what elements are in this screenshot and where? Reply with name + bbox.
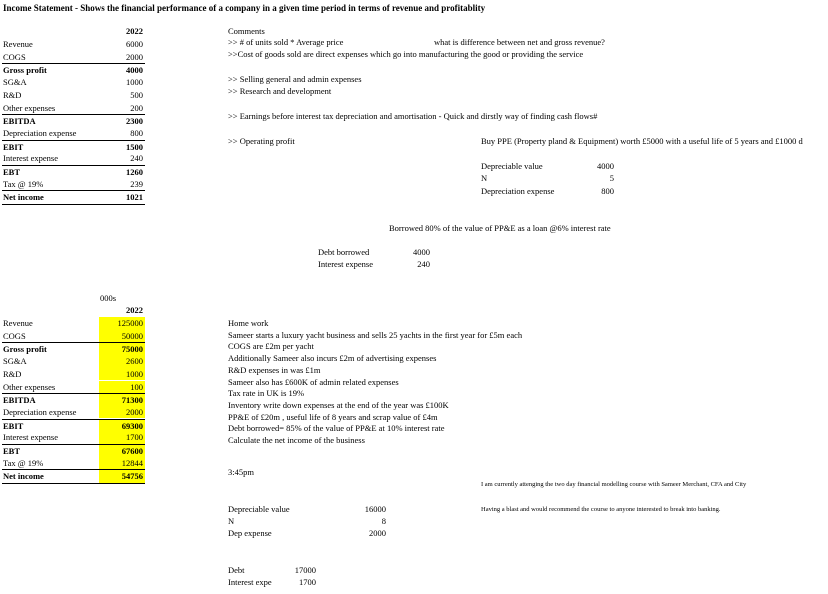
row-label[interactable]: R&D [3, 368, 22, 379]
row-label[interactable]: COGS [3, 330, 26, 341]
statement-row [2, 63, 145, 77]
row-label[interactable]: Depreciation expense [3, 127, 77, 138]
row-value[interactable]: 1021 [126, 192, 143, 203]
comment-cogs[interactable]: >>Cost of goods sold are direct expenses which go into manufacturing the good or providing the service [228, 49, 584, 59]
hw-n-label[interactable]: N [228, 516, 235, 526]
row-value[interactable]: 239 [130, 178, 143, 189]
income-statement-homework [2, 305, 145, 482]
homework-line[interactable]: COGS are £2m per yacht [228, 341, 314, 352]
statement-row [2, 89, 145, 102]
statement-row [2, 457, 145, 470]
row-label[interactable]: EBIT [3, 420, 24, 431]
year-header[interactable]: 2022 [126, 305, 143, 315]
row-value[interactable]: 100 [99, 381, 145, 394]
statement-row [2, 381, 145, 394]
row-value[interactable]: 54756 [99, 470, 145, 483]
statement-row [2, 38, 145, 51]
hw-depreciable-value[interactable]: 16000 [364, 504, 386, 514]
statement-row [2, 178, 145, 191]
statement-row [2, 342, 145, 356]
row-value[interactable]: 71300 [99, 394, 145, 407]
homework-line[interactable]: Tax rate in UK is 19% [228, 388, 305, 399]
row-value[interactable]: 800 [130, 127, 143, 138]
row-label[interactable]: Revenue [3, 318, 33, 328]
row-label[interactable]: EBITDA [3, 395, 36, 406]
row-label[interactable]: Net income [3, 192, 44, 203]
statement-row [2, 431, 145, 444]
row-value[interactable]: 2300 [126, 116, 143, 127]
debt-borrowed-value[interactable]: 4000 [413, 247, 430, 257]
row-label[interactable]: Depreciation expense [3, 406, 77, 417]
statement-row [2, 419, 145, 433]
row-label[interactable]: Tax @ 19% [3, 178, 44, 189]
depreciable-value[interactable]: 4000 [597, 161, 614, 171]
row-value[interactable]: 69300 [99, 420, 145, 433]
row-value[interactable]: 50000 [99, 330, 145, 343]
row-label[interactable]: EBITDA [3, 116, 36, 127]
interest-expense-value[interactable]: 240 [417, 259, 430, 269]
hw-dep-expense-label[interactable]: Dep expense [228, 528, 272, 538]
statement-row [2, 444, 145, 458]
statement-row [2, 469, 145, 484]
row-label[interactable]: R&D [3, 89, 22, 100]
statement-row [2, 127, 145, 140]
statement-row [2, 406, 145, 419]
row-label[interactable]: Gross profit [3, 344, 47, 355]
homework-line[interactable]: Debt borrowed= 85% of the value of PP&E at 10% interest rate [228, 423, 445, 434]
row-label[interactable]: Other expenses [3, 381, 56, 392]
row-value[interactable]: 240 [130, 153, 143, 164]
row-label[interactable]: Revenue [3, 39, 33, 49]
row-value[interactable]: 1000 [99, 368, 145, 381]
row-value[interactable]: 1500 [126, 141, 143, 152]
homework-line[interactable]: Inventory write down expenses at the end of the year was £100K [228, 399, 449, 410]
n-label[interactable]: N [481, 173, 488, 183]
course-note[interactable]: I am currently attenging the two day financial modelling course with Sameer Merchant, CFA and City [481, 481, 747, 488]
statement-row [2, 76, 145, 89]
homework-line[interactable]: Sameer starts a luxury yacht business and sells 25 yachts in the first year for £5m each [228, 329, 523, 340]
debt-borrowed-label[interactable]: Debt borrowed [318, 247, 370, 257]
interest-expense-label[interactable]: Interest expense [318, 259, 373, 269]
row-value[interactable]: 1000 [126, 77, 143, 88]
row-value[interactable]: 12844 [99, 457, 145, 470]
hw-interest-value[interactable]: 1700 [299, 577, 316, 587]
row-label[interactable]: Gross profit [3, 65, 47, 76]
row-value[interactable]: 1260 [126, 167, 143, 177]
statement-row [2, 355, 145, 368]
row-label[interactable]: SG&A [3, 356, 27, 367]
loan-note[interactable]: Borrowed 80% of the value of PP&E as a loan @6% interest rate [389, 223, 611, 233]
blast-note[interactable]: Having a blast and would recommend the course to anyone interested to break into banking. [481, 506, 721, 513]
hw-n-value[interactable]: 8 [381, 516, 386, 526]
income-statement-2022 [2, 26, 145, 203]
row-label[interactable]: Net income [3, 471, 44, 482]
row-value[interactable]: 2000 [99, 406, 145, 419]
comment-question[interactable]: what is difference between net and gross revenue? [434, 37, 605, 47]
comment-rnd[interactable]: >> Research and development [228, 86, 332, 96]
statement-row [2, 51, 145, 64]
depreciation-expense-label[interactable]: Depreciation expense [481, 186, 555, 196]
sheet-title[interactable]: Income Statement - Shows the financial performance of a company in a given time period in terms of revenue and profitablity [3, 3, 486, 13]
row-value[interactable]: 500 [130, 89, 143, 100]
row-value[interactable]: 75000 [99, 343, 145, 356]
statement-row [2, 330, 145, 343]
statement-row [2, 102, 145, 115]
row-label[interactable]: Other expenses [3, 102, 56, 113]
homework-line[interactable]: Additionally Sameer also incurs £2m of advertising expenses [228, 353, 437, 364]
row-label[interactable]: EBIT [3, 141, 24, 152]
row-value[interactable]: 200 [130, 102, 143, 113]
row-label[interactable]: Tax @ 19% [3, 457, 44, 468]
statement-row [2, 190, 145, 205]
statement-row [2, 165, 145, 179]
statement-row [2, 140, 145, 154]
homework-line[interactable]: Sameer also has £600K of admin related expenses [228, 376, 399, 387]
row-label[interactable]: EBT [3, 446, 21, 456]
homework-line[interactable]: Calculate the net income of the business [228, 435, 365, 445]
row-value[interactable]: 2000 [126, 51, 143, 62]
depreciation-expense-value[interactable]: 800 [601, 186, 614, 196]
row-value[interactable]: 125000 [99, 317, 145, 330]
homework-line[interactable]: Home work [228, 318, 269, 328]
row-value[interactable]: 1700 [99, 431, 145, 444]
row-label[interactable]: Interest expense [3, 432, 58, 443]
units-label[interactable]: 000s [100, 293, 117, 303]
comment-ebit[interactable]: >> Operating profit [228, 136, 295, 146]
hw-interest-label[interactable]: Interest expe [228, 577, 272, 587]
year-header[interactable]: 2022 [126, 26, 143, 36]
comment-ebitda[interactable]: >> Earnings before interest tax depreciation and amortisation - Quick and dirstly way of finding cash flows# [228, 111, 598, 121]
comment-sga[interactable]: >> Selling general and admin expenses [228, 74, 362, 84]
homework-line[interactable]: PP&E of £20m , useful life of 8 years and scrap value of £4m [228, 411, 438, 422]
time-note[interactable]: 3:45pm [228, 467, 254, 477]
comments-heading[interactable]: Comments [228, 26, 265, 36]
row-label[interactable]: SG&A [3, 77, 27, 88]
row-label[interactable]: Interest expense [3, 153, 58, 164]
hw-debt-value[interactable]: 17000 [294, 565, 316, 575]
row-value[interactable]: 6000 [126, 39, 143, 49]
row-label[interactable]: COGS [3, 51, 26, 62]
statement-row [2, 152, 145, 165]
hw-depreciable-value-label[interactable]: Depreciable value [228, 504, 290, 514]
row-value[interactable]: 67600 [99, 445, 145, 458]
row-value[interactable]: 2600 [99, 355, 145, 368]
ppe-note[interactable]: Buy PPE (Property pland & Equipment) worth £5000 with a useful life of 5 years and £1000 d [481, 136, 803, 146]
depreciable-value-label[interactable]: Depreciable value [481, 161, 543, 171]
row-value[interactable]: 4000 [126, 65, 143, 76]
homework-line[interactable]: R&D expenses in was £1m [228, 364, 321, 375]
statement-row [2, 317, 145, 330]
statement-row [2, 368, 145, 381]
statement-row [2, 393, 145, 407]
comment-revenue[interactable]: >> # of units sold * Average price [228, 37, 344, 47]
statement-row [2, 114, 145, 128]
hw-dep-expense-value[interactable]: 2000 [369, 528, 386, 538]
hw-debt-label[interactable]: Debt [228, 565, 245, 575]
row-label[interactable]: EBT [3, 167, 21, 177]
n-value[interactable]: 5 [609, 173, 614, 183]
